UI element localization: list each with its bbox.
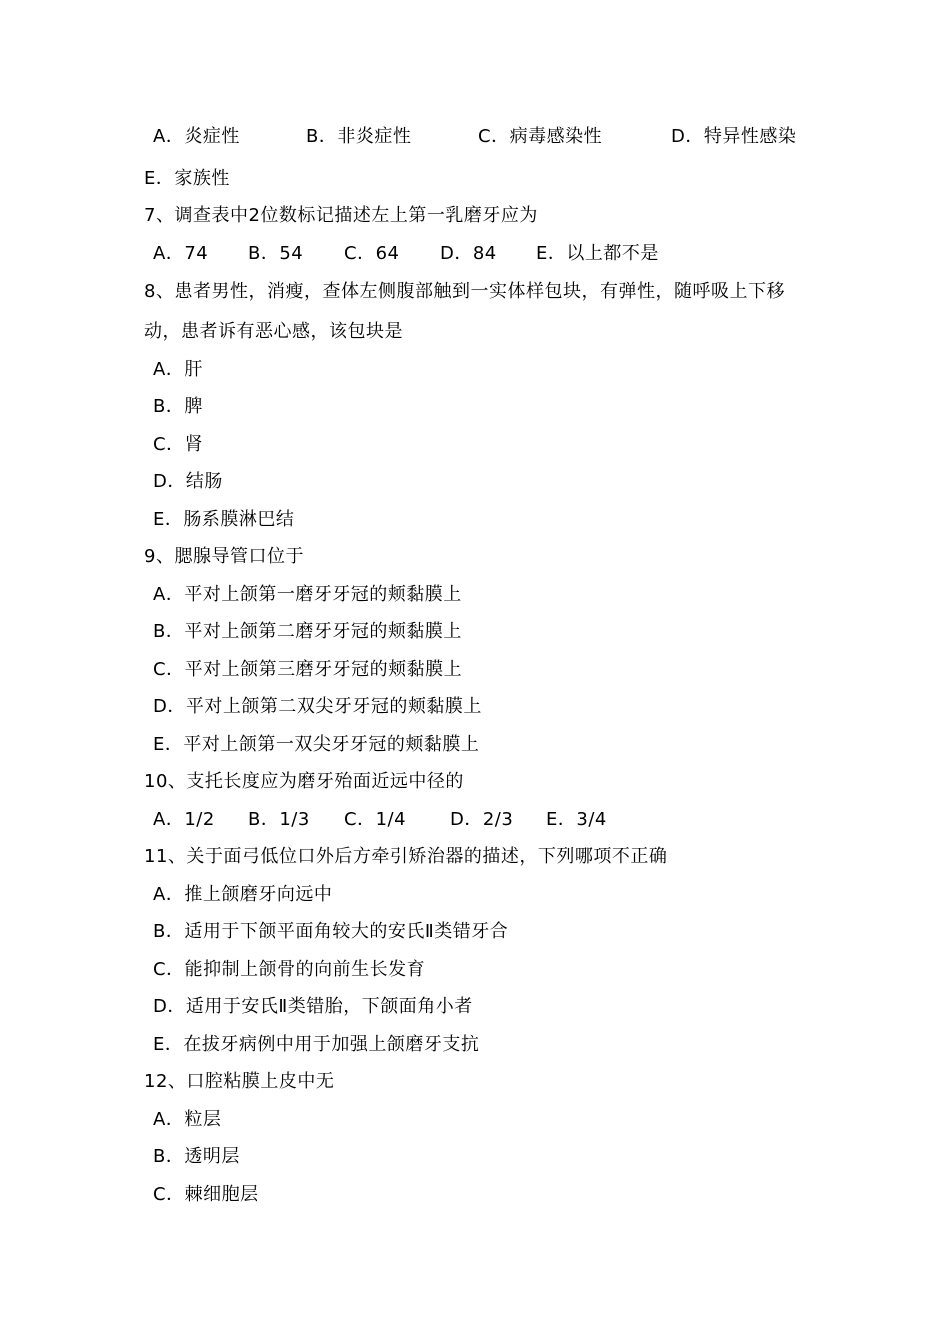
q6-option-d: D．特异性感染 (671, 126, 797, 147)
q11-question: 11、关于面弓低位口外后方牵引矫治器的描述，下列哪项不正确 (144, 846, 668, 867)
q7-option-c: C．64 (344, 243, 400, 264)
q9-question: 9、腮腺导管口位于 (144, 546, 304, 567)
q11-option-b: B．适用于下颌平面角较大的安氏Ⅱ类错牙合 (153, 921, 509, 942)
q10-option-e: E．3/4 (546, 809, 607, 830)
q11-option-c: C．能抑制上颌骨的向前生长发育 (153, 959, 426, 980)
q10-option-b: B．1/3 (248, 809, 310, 830)
q8-option-d: D．结肠 (153, 471, 223, 492)
q6-option-e: E．家族性 (144, 168, 230, 189)
q10-option-a: A．1/2 (153, 809, 215, 830)
q8-question-line1: 8、患者男性，消瘦，查体左侧腹部触到一实体样包块，有弹性，随呼吸上下移 (144, 281, 785, 302)
q10-option-d: D．2/3 (450, 809, 514, 830)
q6-option-c: C．病毒感染性 (478, 126, 603, 147)
q12-option-a: A．粒层 (153, 1109, 222, 1130)
q7-options-row (0, 242, 950, 266)
q9-option-d: D．平对上颌第二双尖牙牙冠的颊黏膜上 (153, 696, 482, 717)
q10-options-row (0, 808, 950, 832)
q9-option-a: A．平对上颌第一磨牙牙冠的颊黏膜上 (153, 584, 462, 605)
q8-option-b: B．脾 (153, 396, 203, 417)
q12-option-c: C．棘细胞层 (153, 1184, 259, 1205)
q6-option-b: B．非炎症性 (306, 126, 412, 147)
q9-option-e: E．平对上颌第一双尖牙牙冠的颊黏膜上 (153, 734, 480, 755)
q7-question: 7、调查表中2位数标记描述左上第一乳磨牙应为 (144, 205, 538, 226)
q7-option-b: B．54 (248, 243, 304, 264)
q12-option-b: B．透明层 (153, 1146, 240, 1167)
q6-option-a: A．炎症性 (153, 126, 240, 147)
q12-question: 12、口腔粘膜上皮中无 (144, 1071, 335, 1092)
q9-option-c: C．平对上颌第三磨牙牙冠的颊黏膜上 (153, 659, 463, 680)
q7-option-d: D．84 (440, 243, 497, 264)
q6-options-row (0, 125, 950, 149)
q10-question: 10、支托长度应为磨牙殆面近远中径的 (144, 771, 464, 792)
q8-option-c: C．肾 (153, 434, 204, 455)
q8-question-line2: 动，患者诉有恶心感，该包块是 (144, 321, 403, 342)
q10-option-c: C．1/4 (344, 809, 407, 830)
q7-option-e: E．以上都不是 (536, 243, 659, 264)
q7-option-a: A．74 (153, 243, 209, 264)
q11-option-d: D．适用于安氏Ⅱ类错胎，下颌面角小者 (153, 996, 473, 1017)
q11-option-e: E．在拔牙病例中用于加强上颌磨牙支抗 (153, 1034, 480, 1055)
q8-option-e: E．肠系膜淋巴结 (153, 509, 295, 530)
q9-option-b: B．平对上颌第二磨牙牙冠的颊黏膜上 (153, 621, 462, 642)
q8-option-a: A．肝 (153, 359, 203, 380)
q11-option-a: A．推上颌磨牙向远中 (153, 884, 333, 905)
